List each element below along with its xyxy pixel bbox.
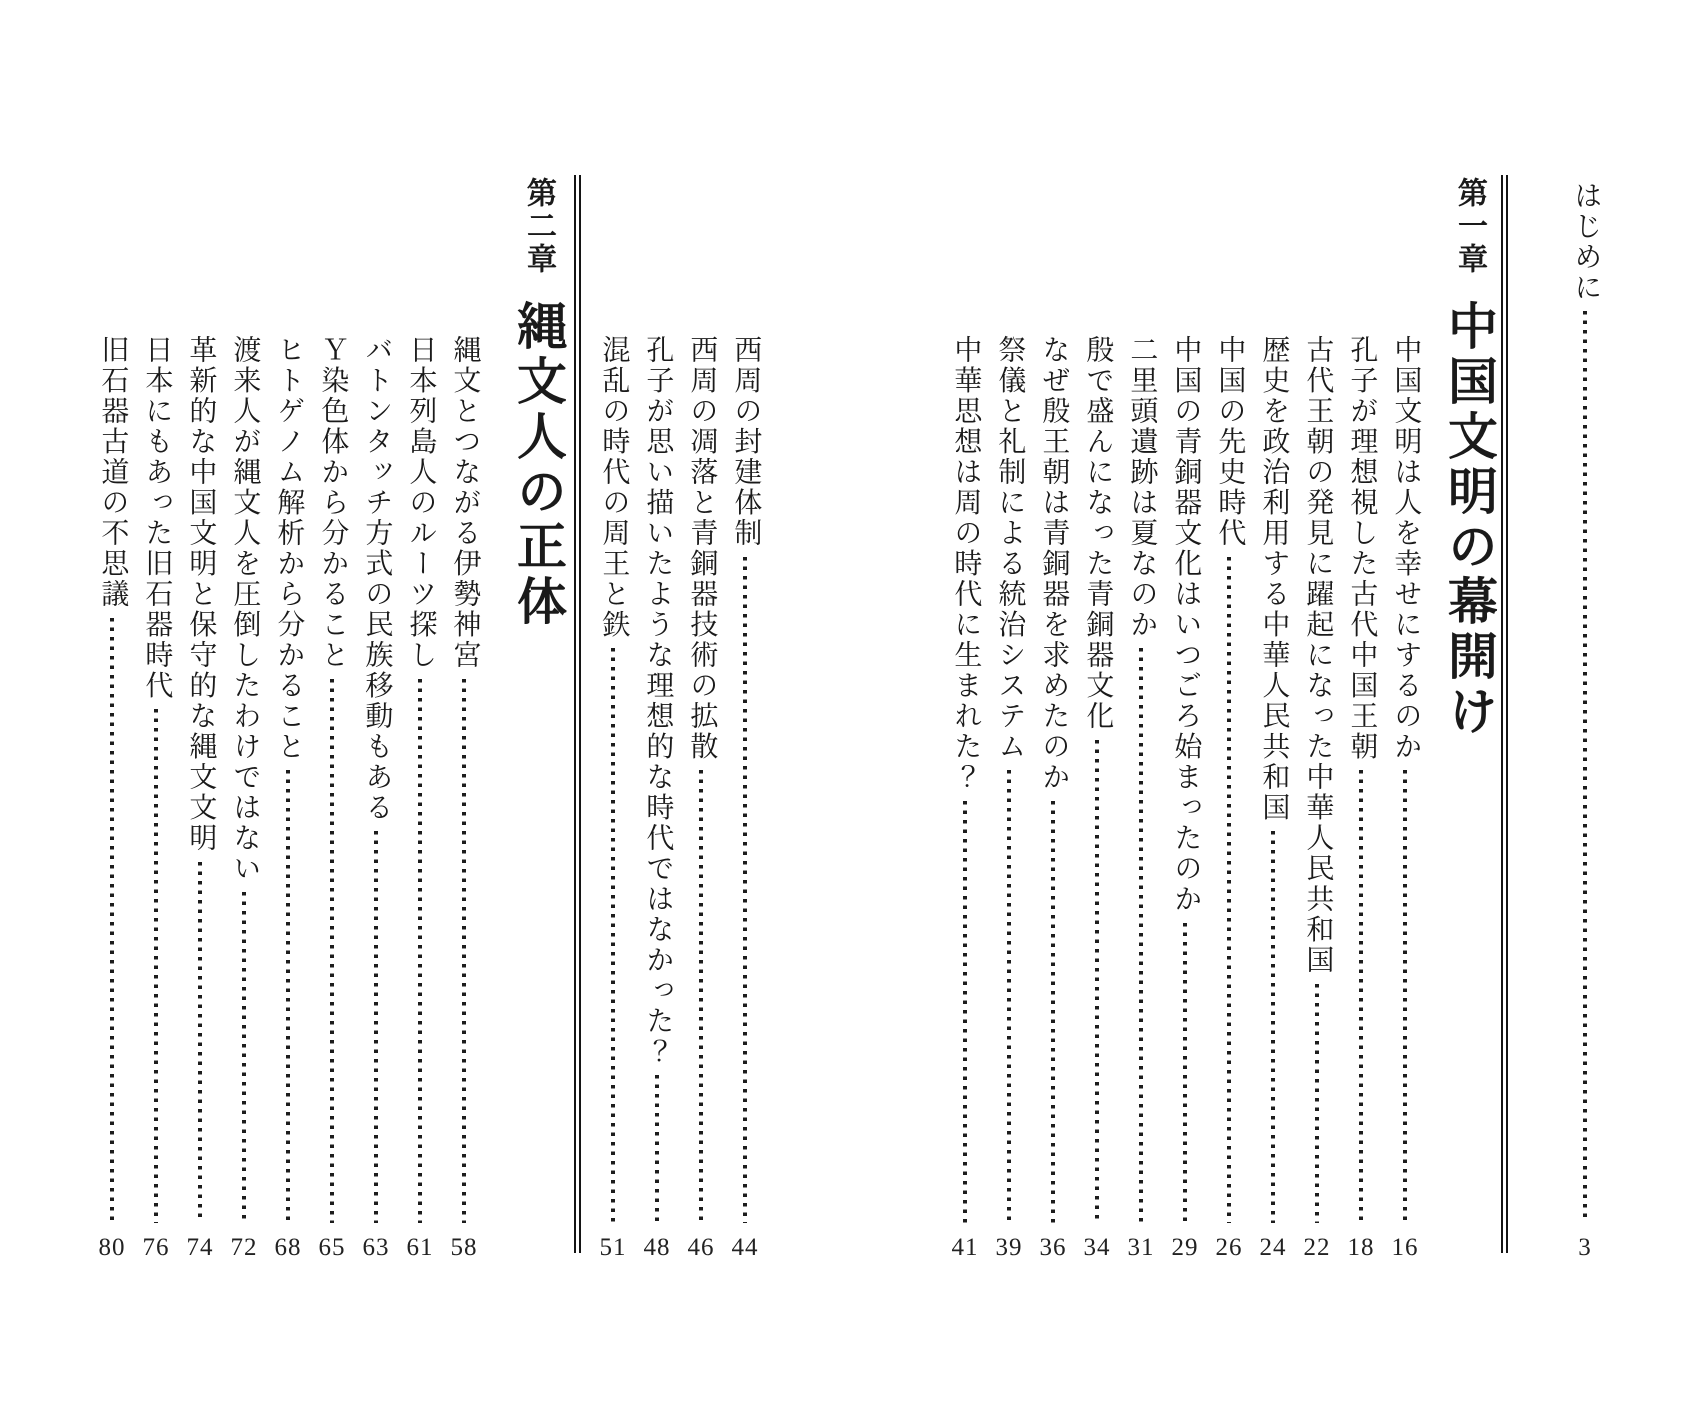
dot-leader: [198, 862, 202, 1224]
toc-entry-page: 16: [1391, 1234, 1419, 1261]
dot-leader: [110, 618, 114, 1224]
toc-entry-page: 3: [1578, 1234, 1592, 1261]
toc-entry: [266, 175, 310, 1260]
toc-entry-title: バトンタッチ方式の民族移動もある: [361, 335, 393, 823]
dot-leader: [743, 557, 747, 1224]
toc-entry-page: 68: [274, 1234, 302, 1261]
toc-entry: [90, 175, 134, 1260]
dot-leader: [242, 892, 246, 1223]
toc-entry-title: 中国文明は人を幸せにするのか: [1390, 335, 1422, 762]
toc-entry: [1031, 175, 1075, 1260]
dot-leader: [1051, 801, 1055, 1224]
dot-leader: [1095, 740, 1099, 1224]
toc-entry: [1251, 175, 1295, 1260]
dot-leader: [1007, 770, 1011, 1223]
toc-entry-title: Ｙ染色体から分かること: [317, 335, 349, 671]
toc-entry-page: 80: [98, 1234, 126, 1261]
chapter1-title: 中国文明の幕開け: [1441, 300, 1497, 740]
toc-entry-title: 中国の先史時代: [1214, 335, 1246, 549]
toc-entry-title: 西周の封建体制: [730, 335, 762, 549]
toc-entry-title: 二里頭遺跡は夏なのか: [1126, 335, 1158, 640]
toc-entry-page: 22: [1303, 1234, 1331, 1261]
toc-entry-page: 46: [687, 1234, 715, 1261]
chapter1-number: 第一章: [1453, 177, 1486, 276]
toc-entry-page: 76: [142, 1234, 170, 1261]
dot-leader: [963, 801, 967, 1224]
dot-leader: [286, 770, 290, 1223]
toc-entry: [987, 175, 1031, 1260]
toc-entry-title: 革新的な中国文明と保守的な縄文文明: [185, 335, 217, 854]
toc-entry-page: 44: [731, 1234, 759, 1261]
toc-entry-page: 31: [1127, 1234, 1155, 1261]
toc-entry: [1207, 175, 1251, 1260]
toc-entry-page: 63: [362, 1234, 390, 1261]
toc-entry-page: 24: [1259, 1234, 1287, 1261]
toc-entry: [679, 175, 723, 1260]
dot-leader: [462, 679, 466, 1224]
toc-entry-page: 41: [951, 1234, 979, 1261]
chapter2-divider-rule: [574, 175, 581, 1253]
toc-entry-title: はじめに: [1570, 181, 1602, 303]
toc-entry: [134, 175, 178, 1260]
toc-entry: [354, 175, 398, 1260]
toc-entry: [591, 175, 635, 1260]
toc-entry-preface: [1563, 175, 1607, 1260]
toc-entry: [1075, 175, 1119, 1260]
toc-spread: [77, 175, 1607, 1260]
dot-leader: [374, 831, 378, 1223]
toc-entry-page: 72: [230, 1234, 258, 1261]
toc-entry-title: なぜ殷王朝は青銅器を求めたのか: [1038, 335, 1070, 793]
dot-leader: [1583, 311, 1587, 1223]
toc-entry-page: 58: [450, 1234, 478, 1261]
toc-entry: [222, 175, 266, 1260]
toc-entry: [1383, 175, 1427, 1260]
toc-entry-title: 孔子が理想視した古代中国王朝: [1346, 335, 1378, 762]
dot-leader: [655, 1075, 659, 1223]
toc-entry-title: 縄文とつながる伊勢神宮: [449, 335, 481, 671]
toc-entry: [1339, 175, 1383, 1260]
toc-entry-page: 36: [1039, 1234, 1067, 1261]
chapter1-divider-rule: [1501, 175, 1508, 1253]
dot-leader: [154, 709, 158, 1223]
dot-leader: [1403, 770, 1407, 1223]
toc-entry-title: 歴史を政治利用する中華人民共和国: [1258, 335, 1290, 823]
toc-entry-title: 混乱の時代の周王と鉄: [598, 335, 630, 640]
chapter2-number: 第二章: [522, 177, 555, 276]
toc-entry-title: 中華思想は周の時代に生まれた？: [950, 335, 982, 793]
toc-entry-title: 殷で盛んになった青銅器文化: [1082, 335, 1114, 732]
dot-leader: [699, 770, 703, 1223]
toc-entry-title: 古代王朝の発見に躍起になった中華人民共和国: [1302, 335, 1334, 976]
toc-entry-title: 日本にもあった旧石器時代: [141, 335, 173, 701]
toc-entry: [1119, 175, 1163, 1260]
dot-leader: [1227, 557, 1231, 1224]
toc-entry-title: 旧石器古道の不思議: [97, 335, 129, 610]
dot-leader: [1359, 770, 1363, 1223]
toc-entry-title: 祭儀と礼制による統治システム: [994, 335, 1026, 762]
toc-entry: [178, 175, 222, 1260]
dot-leader: [1183, 923, 1187, 1224]
toc-entry-page: 39: [995, 1234, 1023, 1261]
toc-entry: [635, 175, 679, 1260]
toc-entry-title: ヒトゲノム解析から分かること: [273, 335, 305, 762]
dot-leader: [418, 679, 422, 1224]
dot-leader: [611, 648, 615, 1223]
toc-entry-page: 51: [599, 1234, 627, 1261]
chapter2-title: 縄文人の正体: [510, 300, 566, 630]
toc-entry: [398, 175, 442, 1260]
chapter2-heading: [506, 175, 570, 1260]
toc-entry-page: 34: [1083, 1234, 1111, 1261]
dot-leader: [1315, 984, 1319, 1224]
toc-entry: [442, 175, 486, 1260]
toc-entry: [943, 175, 987, 1260]
dot-leader: [330, 679, 334, 1224]
toc-entry-title: 渡来人が縄文人を圧倒したわけではない: [229, 335, 261, 884]
toc-entry-title: 孔子が思い描いたような理想的な時代ではなかった？: [642, 335, 674, 1067]
toc-entry-page: 48: [643, 1234, 671, 1261]
dot-leader: [1139, 648, 1143, 1223]
toc-entry: [1163, 175, 1207, 1260]
toc-entry-title: 西周の凋落と青銅器技術の拡散: [686, 335, 718, 762]
toc-entry: [1295, 175, 1339, 1260]
dot-leader: [1271, 831, 1275, 1223]
toc-entry: [310, 175, 354, 1260]
toc-entry-page: 29: [1171, 1234, 1199, 1261]
toc-entry-page: 26: [1215, 1234, 1243, 1261]
toc-entry: [723, 175, 767, 1260]
toc-entry-title: 中国の青銅器文化はいつごろ始まったのか: [1170, 335, 1202, 915]
toc-entry-page: 61: [406, 1234, 434, 1261]
toc-entry-title: 日本列島人のルーツ探し: [405, 335, 437, 671]
toc-entry-page: 18: [1347, 1234, 1375, 1261]
chapter1-heading: [1437, 175, 1501, 1260]
toc-entry-page: 74: [186, 1234, 214, 1261]
toc-entry-page: 65: [318, 1234, 346, 1261]
